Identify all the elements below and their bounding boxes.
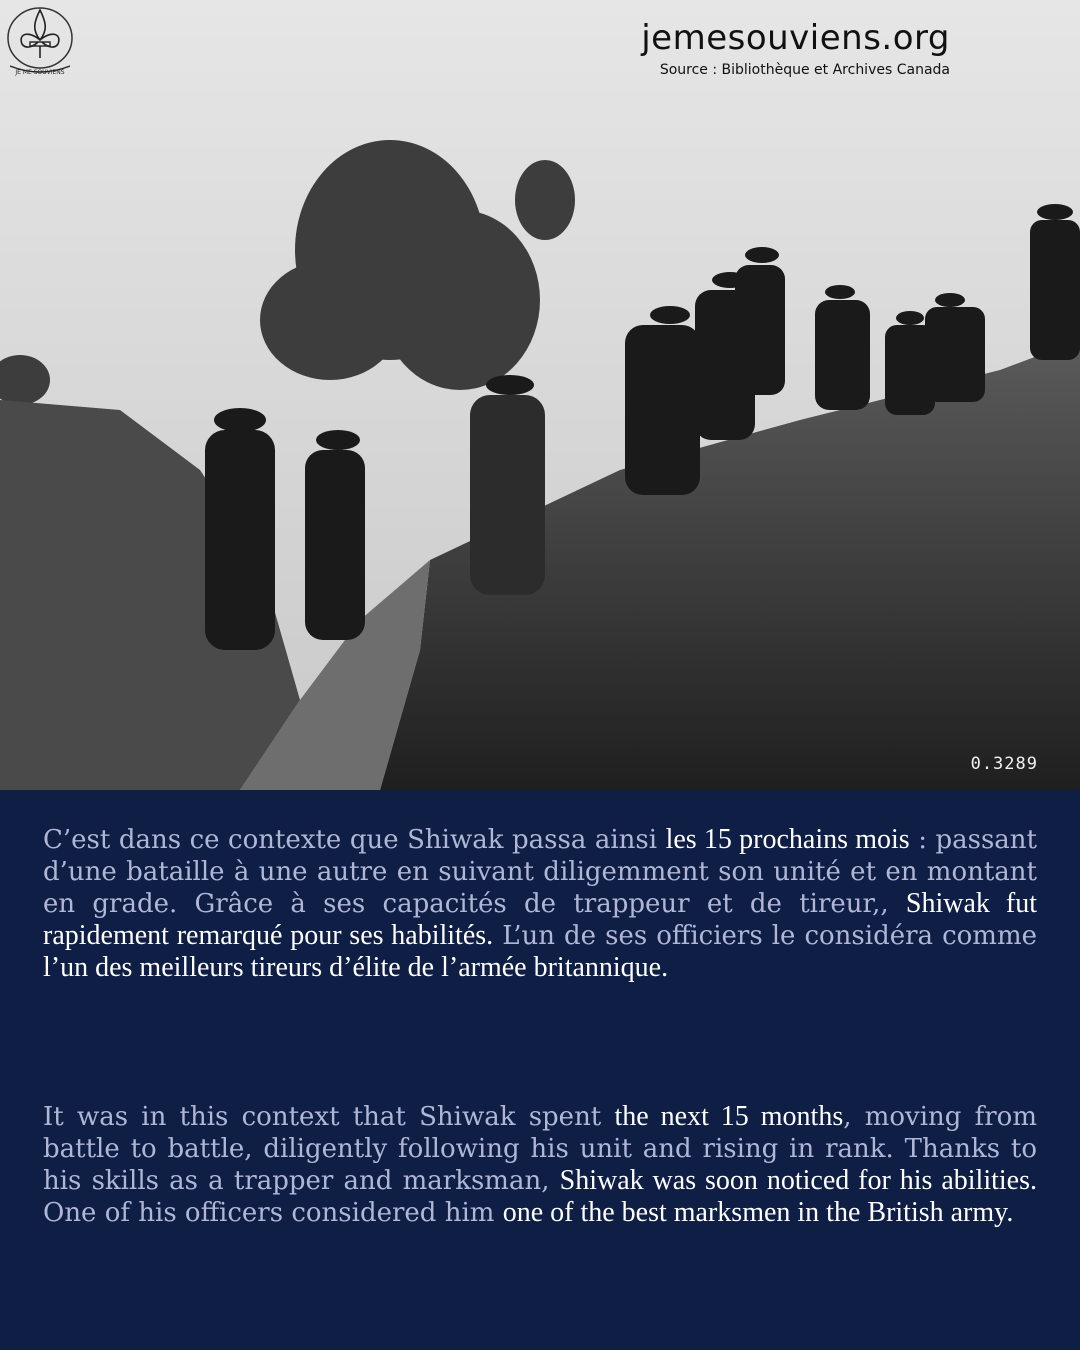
text-panel bbox=[0, 790, 1080, 1350]
en-highlight-3: one of the best marksmen in the British army. bbox=[502, 1197, 1014, 1228]
brand-site-name: jemesouviens.org bbox=[641, 18, 950, 58]
photo-source-credit: Source : Bibliothèque et Archives Canada bbox=[659, 62, 950, 78]
fleur-de-lis-crest-logo bbox=[0, 0, 80, 82]
fr-text-2: : passant d’une bataille à une autre en suivant diligemment son unité et en montant en grade. Grâce à ses capacités de trappeur et de tireur,, bbox=[43, 825, 1037, 919]
archive-plate-number: 0.3289 bbox=[970, 754, 1038, 774]
crest-motto: JE ME SOUVIENS bbox=[15, 69, 65, 76]
en-highlight-2: Shiwak was soon noticed for his abilities. bbox=[559, 1165, 1037, 1196]
en-text-2: , moving from battle to battle, diligently following his unit and rising in rank. Thanks to his skills as a trapper and marksman, bbox=[43, 1102, 1037, 1196]
en-highlight-1: the next 15 months bbox=[614, 1101, 844, 1132]
fr-text-1: C’est dans ce contexte que Shiwak passa ainsi bbox=[43, 825, 666, 855]
fr-highlight-3: l’un des meilleurs tireurs d’élite de l’armée britannique. bbox=[43, 952, 669, 983]
fr-text-3: L’un de ses officiers le considéra comme bbox=[493, 921, 1037, 951]
french-paragraph bbox=[43, 824, 1037, 984]
en-text-1: It was in this context that Shiwak spent bbox=[43, 1102, 615, 1132]
english-paragraph bbox=[43, 1101, 1037, 1229]
fr-highlight-1: les 15 prochains mois bbox=[665, 824, 910, 855]
en-text-3: One of his officers considered him bbox=[43, 1198, 503, 1228]
fr-highlight-2: Shiwak fut rapidement remarqué pour ses habilités. bbox=[43, 888, 1037, 951]
brand-block bbox=[641, 18, 950, 78]
